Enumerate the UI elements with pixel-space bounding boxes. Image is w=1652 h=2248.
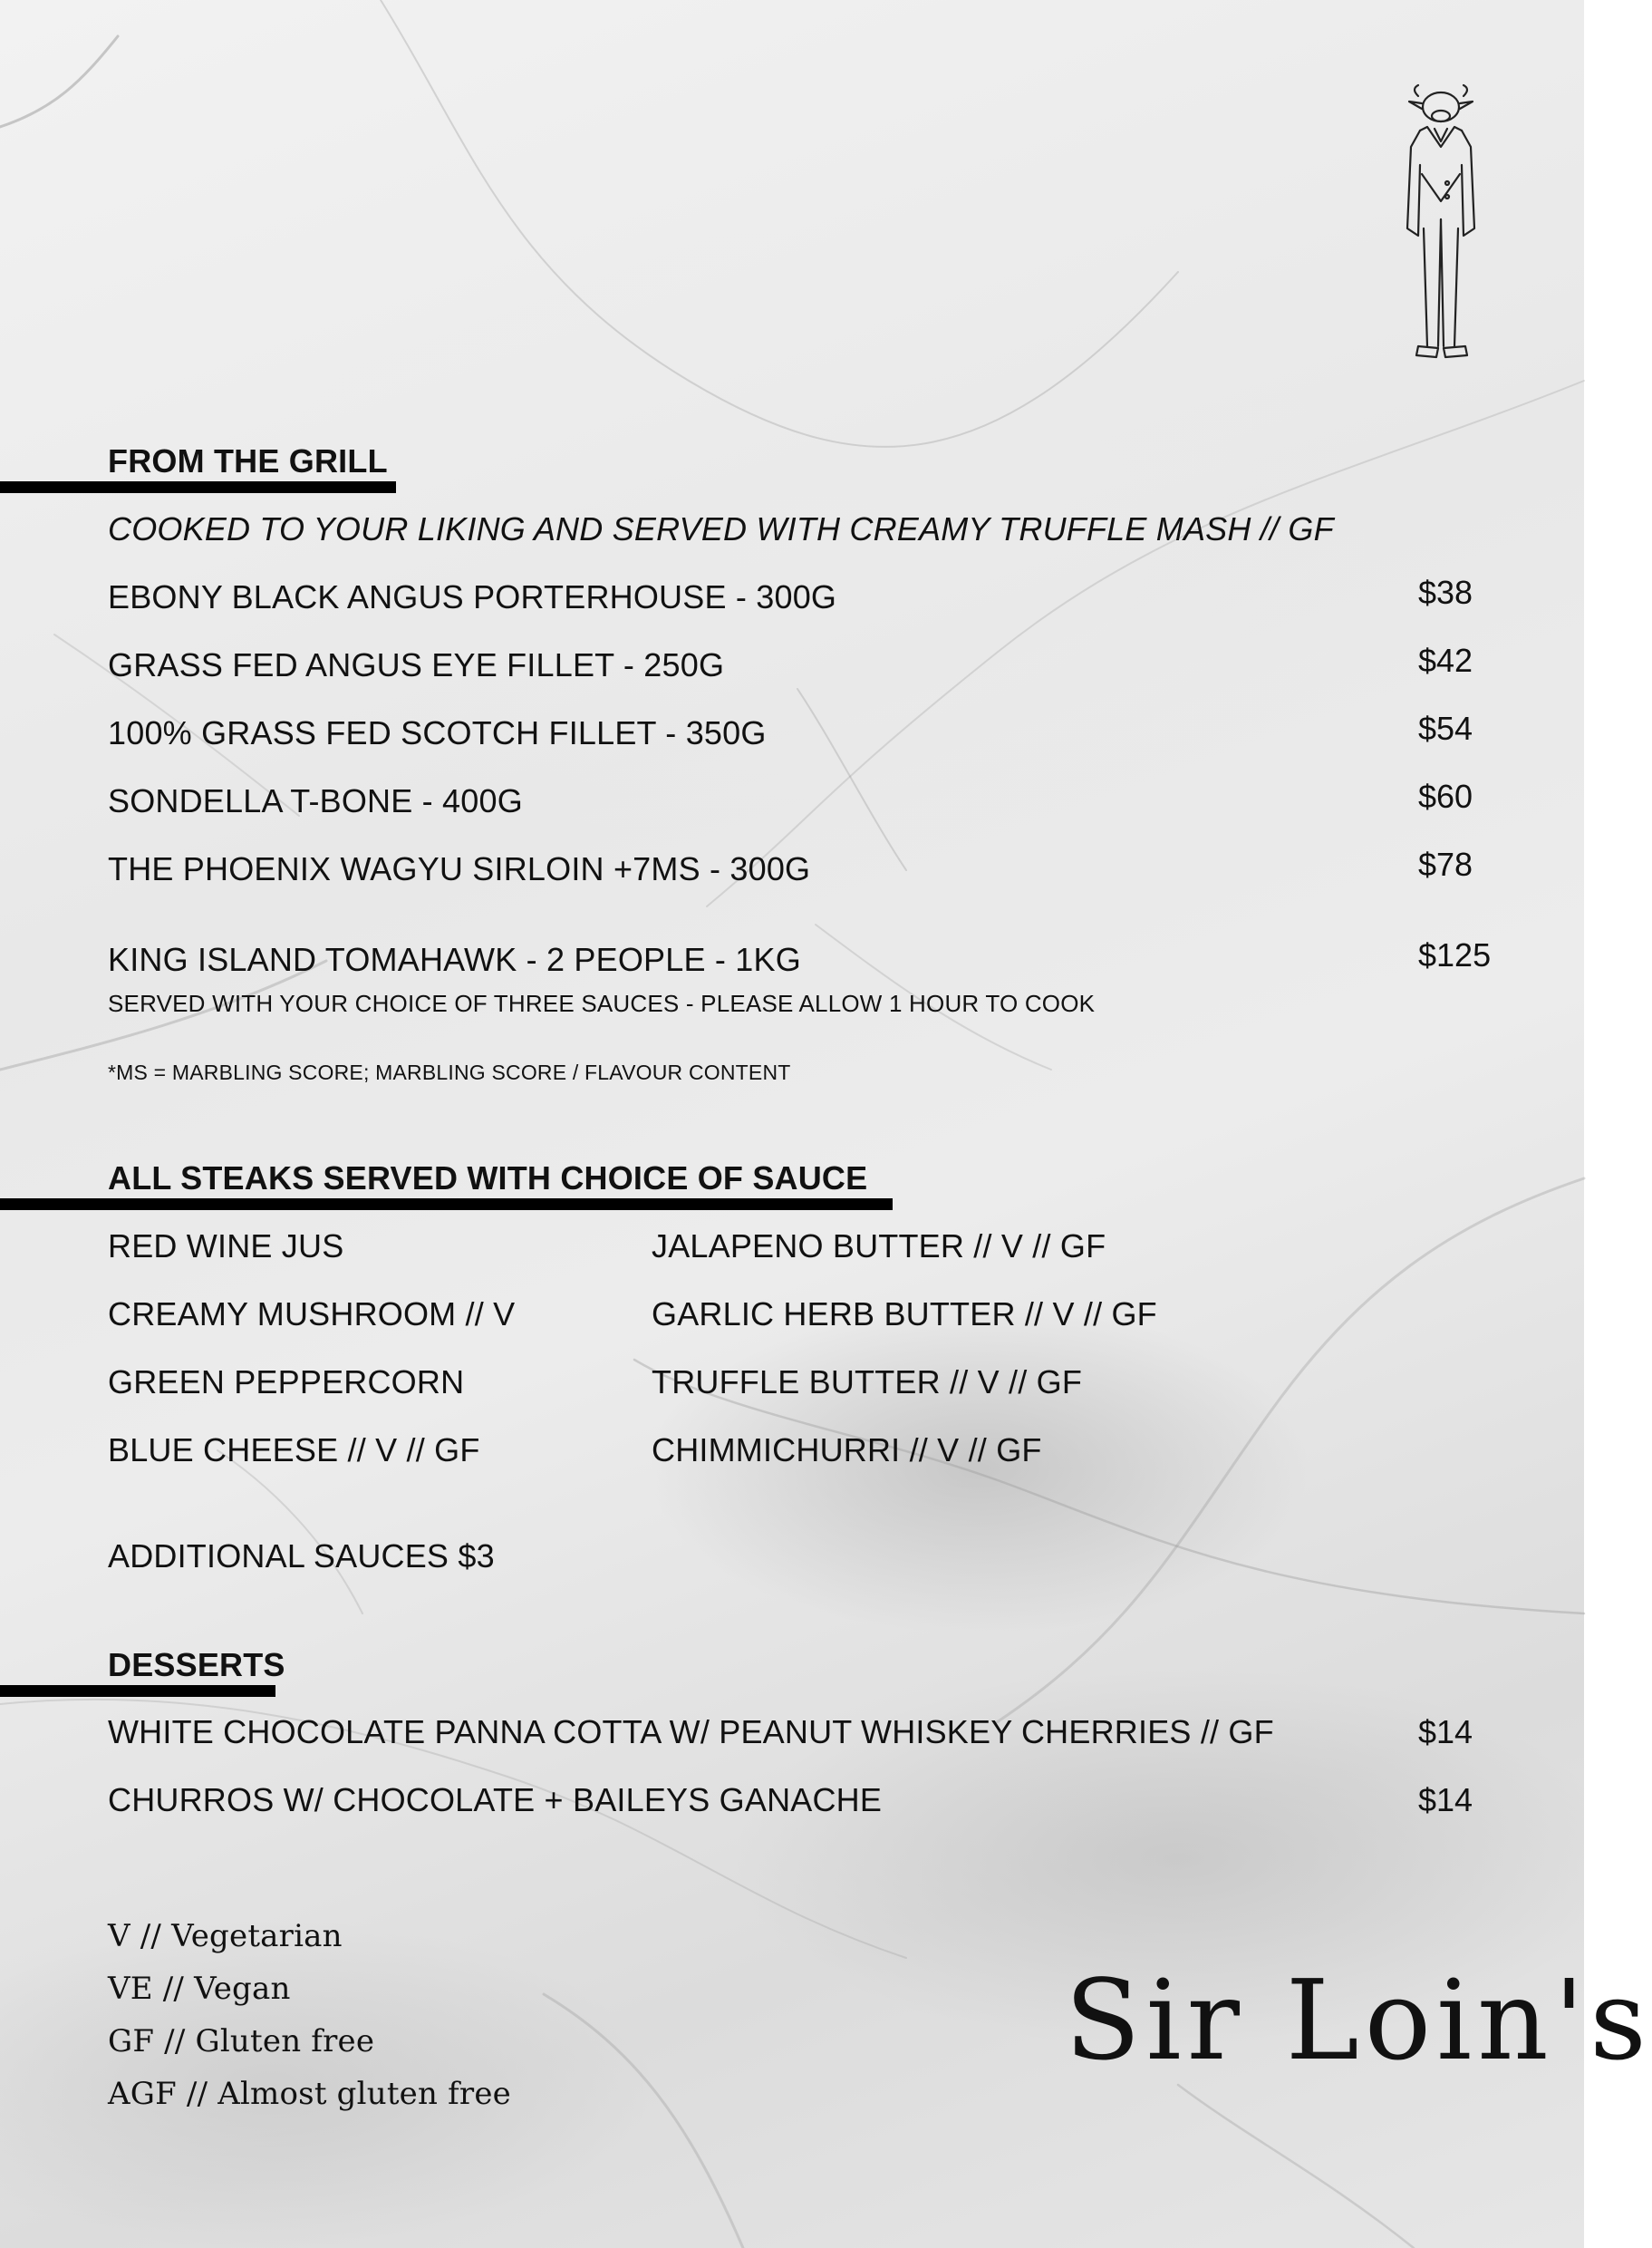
menu-item-price: $14 xyxy=(1418,1713,1473,1750)
cow-in-suit-icon xyxy=(1391,83,1491,373)
menu-item-name: WHITE CHOCOLATE PANNA COTTA W/ PEANUT WHISKEY CHERRIES // GF xyxy=(108,1713,1274,1750)
sauce-item: TRUFFLE BUTTER // V // GF xyxy=(652,1363,1083,1400)
menu-item-price: $14 xyxy=(1418,1781,1473,1818)
menu-item-price: $38 xyxy=(1418,574,1473,611)
menu-item-price: $78 xyxy=(1418,846,1473,883)
sauces-heading: ALL STEAKS SERVED WITH CHOICE OF SAUCE xyxy=(108,1159,868,1197)
sauce-item: GREEN PEPPERCORN xyxy=(108,1363,465,1400)
grill-subtitle: COOKED TO YOUR LIKING AND SERVED WITH CREAMY TRUFFLE MASH // GF xyxy=(108,510,1334,547)
sauce-item: GARLIC HERB BUTTER // V // GF xyxy=(652,1295,1157,1332)
menu-item-name: EBONY BLACK ANGUS PORTERHOUSE - 300G xyxy=(108,578,837,615)
legend-item: GF // Gluten free xyxy=(108,2023,375,2059)
grill-heading: FROM THE GRILL xyxy=(108,442,388,480)
legend-item: V // Vegetarian xyxy=(108,1918,343,1954)
sauce-item: JALAPENO BUTTER // V // GF xyxy=(652,1227,1106,1264)
menu-item-name: THE PHOENIX WAGYU SIRLOIN +7MS - 300G xyxy=(108,850,811,887)
menu-item-name: GRASS FED ANGUS EYE FILLET - 250G xyxy=(108,646,725,683)
sauce-item: CREAMY MUSHROOM // V xyxy=(108,1295,516,1332)
menu-item-name: CHURROS W/ CHOCOLATE + BAILEYS GANACHE xyxy=(108,1781,883,1818)
menu-item-price: $60 xyxy=(1418,778,1473,815)
menu-item-price: $54 xyxy=(1418,710,1473,747)
tomahawk-note: SERVED WITH YOUR CHOICE OF THREE SAUCES - PLEASE ALLOW 1 HOUR TO COOK xyxy=(108,990,1096,1017)
sauce-item: BLUE CHEESE // V // GF xyxy=(108,1431,480,1468)
sauces-heading-underline xyxy=(0,1198,893,1210)
menu-item-price: $42 xyxy=(1418,642,1473,679)
menu-item-name: KING ISLAND TOMAHAWK - 2 PEOPLE - 1KG xyxy=(108,941,801,978)
legend-item: VE // Vegan xyxy=(108,1971,291,2007)
additional-sauces: ADDITIONAL SAUCES $3 xyxy=(108,1537,495,1575)
sauce-item: RED WINE JUS xyxy=(108,1227,344,1264)
menu-item-name: SONDELLA T-BONE - 400G xyxy=(108,782,523,819)
menu-item-price: $125 xyxy=(1418,936,1492,974)
menu-item-name: 100% GRASS FED SCOTCH FILLET - 350G xyxy=(108,714,767,751)
brand-logo: Sir Loin's xyxy=(1065,1956,1652,2085)
desserts-heading: DESSERTS xyxy=(108,1646,285,1683)
grill-heading-underline xyxy=(0,481,396,493)
desserts-heading-underline xyxy=(0,1685,275,1697)
marbling-note: *MS = MARBLING SCORE; MARBLING SCORE / FLAVOUR CONTENT xyxy=(108,1061,791,1084)
legend-item: AGF // Almost gluten free xyxy=(108,2076,511,2112)
sauce-item: CHIMMICHURRI // V // GF xyxy=(652,1431,1042,1468)
